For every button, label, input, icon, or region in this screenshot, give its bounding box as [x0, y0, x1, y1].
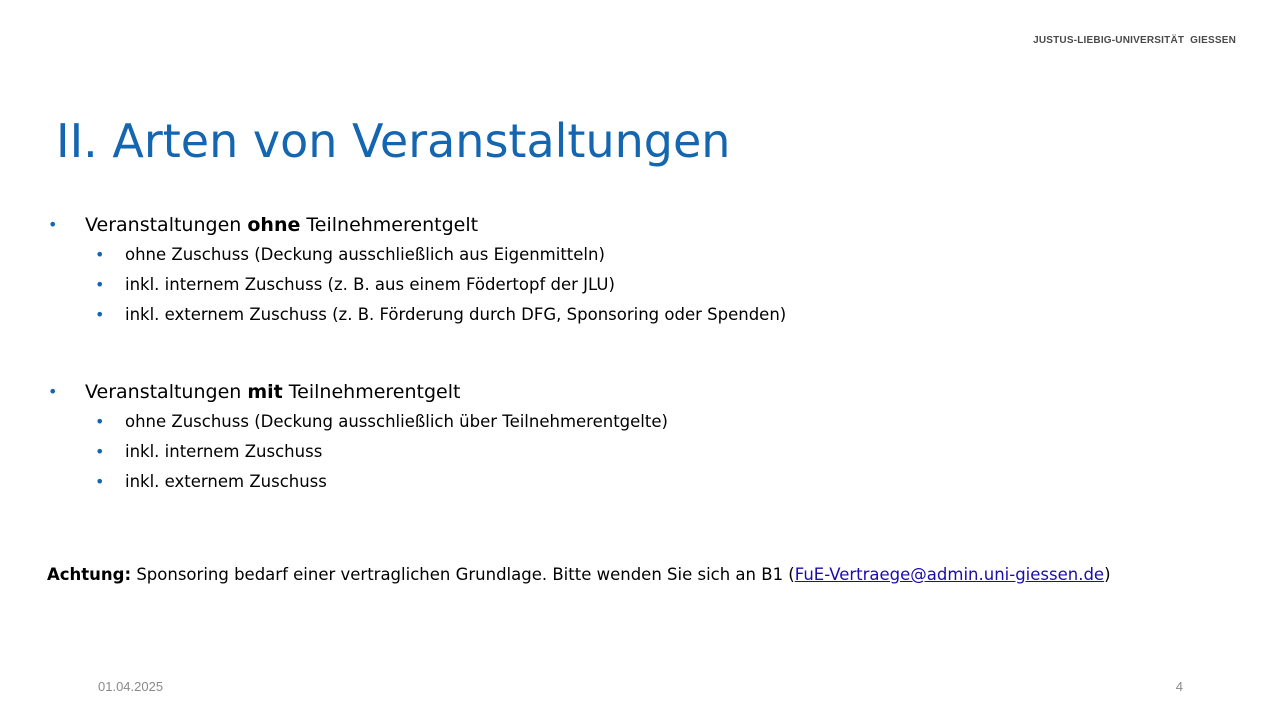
sub-bullet-item [46, 467, 1146, 497]
sub-bullet-list [46, 240, 1146, 330]
bullet-prefix: Veranstaltungen [85, 381, 248, 403]
bullet-icon: • [48, 382, 58, 401]
bullet-icon: • [95, 305, 105, 324]
bullet-icon: • [95, 442, 105, 461]
sub-bullet-item [46, 270, 1146, 300]
bullet-icon: • [48, 215, 58, 234]
bullet-prefix: Veranstaltungen [85, 214, 248, 236]
sub-bullet-item [46, 240, 1146, 270]
sub-bullet-text: ohne Zuschuss (Deckung ausschließlich aus Eigenmitteln) [125, 245, 605, 264]
bullet-icon: • [95, 412, 105, 431]
bullet-item-without-fee [46, 212, 1146, 238]
bullet-group-without-fee [46, 212, 1146, 330]
bullet-group-with-fee [46, 379, 1146, 497]
bullet-suffix: Teilnehmerentgelt [300, 214, 479, 236]
university-name: JUSTUS-LIEBIG-UNIVERSITÄT GIESSEN [1033, 35, 1236, 46]
warning-text: Sponsoring bedarf einer vertraglichen Grundlage. Bitte wenden Sie sich an B1 ( [131, 565, 795, 584]
sub-bullet-text: inkl. internem Zuschuss [125, 442, 323, 461]
sub-bullet-item [46, 437, 1146, 467]
bullet-suffix: Teilnehmerentgelt [282, 381, 461, 403]
bullet-item-with-fee [46, 379, 1146, 405]
sub-bullet-text: inkl. internem Zuschuss (z. B. aus einem Födertopf der JLU) [125, 275, 615, 294]
warning-closing: ) [1104, 565, 1111, 584]
sponsoring-warning [47, 562, 1111, 588]
sub-bullet-text: ohne Zuschuss (Deckung ausschließlich über Teilnehmerentgelte) [125, 412, 668, 431]
bullet-emphasis: ohne [247, 214, 301, 236]
sub-bullet-text: inkl. externem Zuschuss [125, 472, 327, 491]
bullet-icon: • [95, 275, 105, 294]
warning-label: Achtung: [47, 565, 132, 584]
bullet-emphasis: mit [247, 381, 283, 403]
page-number: 4 [1175, 679, 1183, 694]
slide-title: II. Arten von Veranstaltungen [56, 114, 731, 168]
footer-date: 01.04.2025 [98, 679, 164, 694]
sub-bullet-item [46, 300, 1146, 330]
sub-bullet-item [46, 407, 1146, 437]
bullet-icon: • [95, 472, 105, 491]
contact-email-link[interactable]: FuE-Vertraege@admin.uni-giessen.de [794, 565, 1105, 584]
bullet-icon: • [95, 245, 105, 264]
sub-bullet-list [46, 407, 1146, 497]
sub-bullet-text: inkl. externem Zuschuss (z. B. Förderung durch DFG, Sponsoring oder Spenden) [125, 305, 787, 324]
